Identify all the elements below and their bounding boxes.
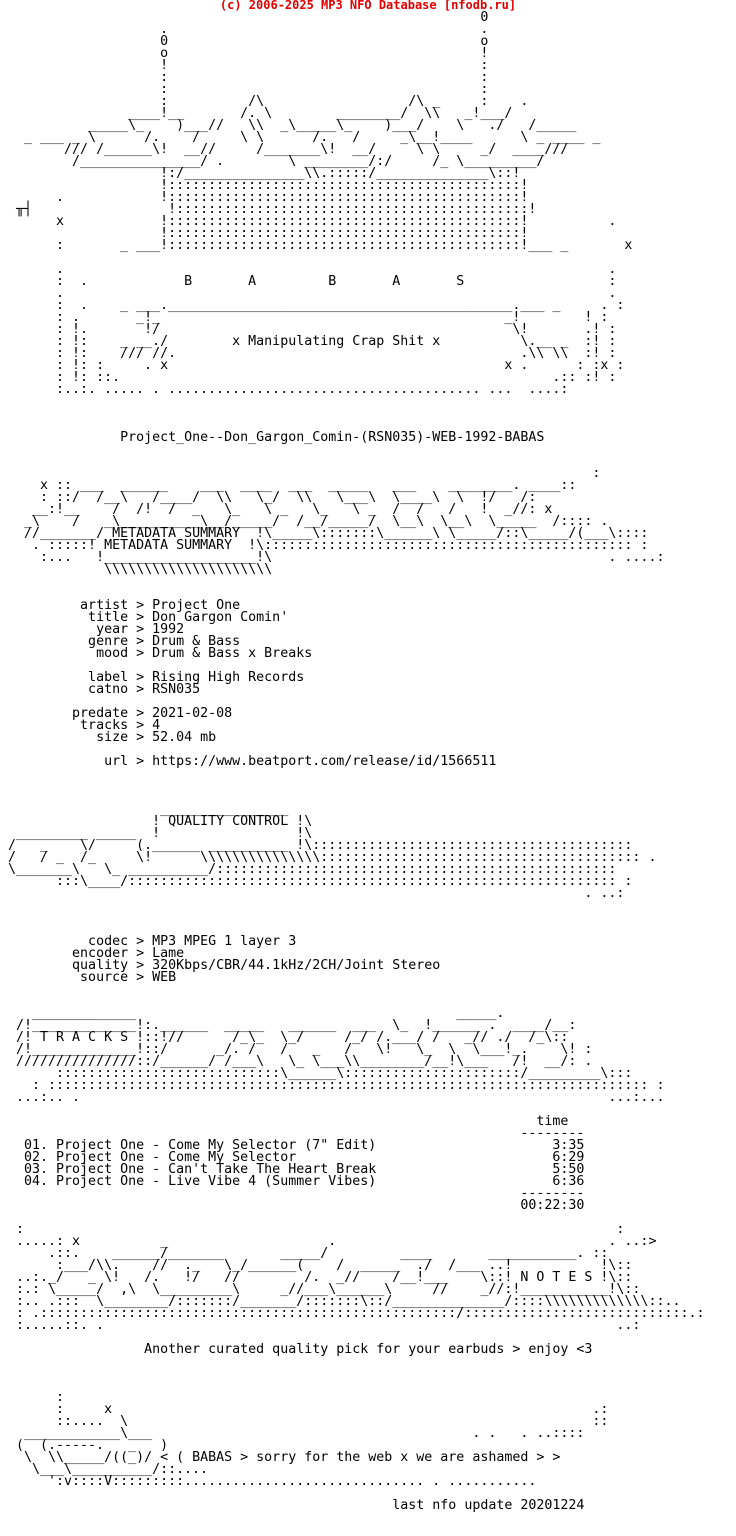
nfo-line xyxy=(0,912,704,924)
nfo-line: size > 52.04 mb xyxy=(0,730,217,745)
nfo-line: _________ _____ ! !\ xyxy=(0,826,313,841)
nfo-line: : . _ ___.___________________________________________.___ _ . : xyxy=(0,298,625,313)
nfo-line: : ::/ /__\ /____/ \\ \_/ \\ \___\ \____\ \ !/ /: xyxy=(0,490,537,505)
nfo-line: 03. Project One - Can't Take The Heart Break 5:50 xyxy=(0,1162,585,1177)
nfo-line: _____\_ )___// \\ _\_____\_ )___/ \ ./ /_____ xyxy=(0,118,577,133)
nfo-line: \___\__________/::.... xyxy=(0,1462,209,1477)
nfo-line: : : xyxy=(0,1222,625,1237)
nfo-line: __:!__ / /! / _ \_ \ _ \_ \ _ / / / ! _//: x xyxy=(0,502,553,517)
nfo-line: \ \\_____/((_)/ < ( BABAS > sorry for the web x we are ashamed > > xyxy=(0,1450,561,1465)
nfo-line: : !: _ __./ x Manipulating Crap Shit x \.__ _ :! : xyxy=(0,334,617,349)
nfo-line: : .::::::::::::::::::::::::::::::::::::::::::::::::::::/::::::::::::::::::::::::::::.: xyxy=(0,1306,705,1321)
nfo-line: 02. Project One - Come My Selector 6:29 xyxy=(0,1150,585,1165)
nfo-line: \_______\ \_ __________/:::::::::::::::::::::::::::::::::::::::::::::::::: xyxy=(0,862,617,877)
nfo-line: !::::::::::::::::::::::::::::::::::::::::::::! xyxy=(0,226,529,241)
nfo-line: x !::::::::::::::::::::::::::::::::::::::::::::! . xyxy=(0,214,617,229)
nfo-line xyxy=(0,768,704,780)
nfo-line: : . B A B A S : xyxy=(0,274,617,289)
nfo-line xyxy=(0,396,704,408)
nfo-line xyxy=(0,576,704,588)
nfo-line: catno > RSN035 xyxy=(0,682,201,697)
nfo-line xyxy=(0,1368,704,1380)
nfo-line: tracks > 4 xyxy=(0,718,161,733)
nfo-line: ____!__ /. \ ________/ \\ _!___/ xyxy=(0,106,513,121)
nfo-line: ! : xyxy=(0,58,489,73)
nfo-line: :___/\\. // ._ \_/______( / _____ ./ /___ ..! !\:: xyxy=(0,1258,633,1273)
nfo-line: / / _ /_ \! \\\\\\\\\\\\\\\:::::::::::::::::::::::::::::::::::::::: . xyxy=(0,850,657,865)
nfo-line: ! QUALITY CONTROL !\ xyxy=(0,814,313,829)
nfo-line: 01. Project One - Come My Selector (7" Edit) 3:35 xyxy=(0,1138,585,1153)
nfo-line: x :: ___ ______ ___ ____ ___ _____ ___ ________. ____:: xyxy=(0,478,577,493)
nfo-line: !:/_______________\\.:::::/______________\::! xyxy=(0,166,521,181)
nfo-line: 0 xyxy=(0,10,489,25)
nfo-line: : !: /// //. .\\ \\ :! : xyxy=(0,346,617,361)
nfo-line: label > Rising High Records xyxy=(0,670,305,685)
nfo-line: : x .: xyxy=(0,1402,609,1417)
nfo-line: artist > Project One xyxy=(0,598,241,613)
nfo-line: !::::::::::::::::::::::::::::::::::::::::::::! xyxy=(0,178,529,193)
nfo-line: encoder > Lame xyxy=(0,946,185,961)
nfo-line: /!_____________!:.______ _____ ______ ___ \_ !______ . ____/__: xyxy=(0,1018,577,1033)
nfo-line: /// /______\! __// /_______\! __/ \ \ _/ ____/// xyxy=(0,142,569,157)
nfo-line: ..:._/ _ \! /. !/ // /. _// /__!___ \::! N O T E S !\:: xyxy=(0,1270,633,1285)
nfo-line: time xyxy=(0,1114,569,1129)
nfo-line: 0 o xyxy=(0,34,489,49)
nfo-line: : !: ::. .:: :! : xyxy=(0,370,617,385)
nfo-line: genre > Drum & Bass xyxy=(0,634,241,649)
nfo-line: :..:. ..... . ....................................... ... ....: xyxy=(0,382,569,397)
copyright-banner: (c) 2006-2025 MP3 NFO Database [nfodb.ru] xyxy=(219,0,517,12)
nfo-line: title > Don Gargon Comin' xyxy=(0,610,289,625)
nfo-line: year > 1992 xyxy=(0,622,185,637)
nfo-line: : . _!_ _! ! : xyxy=(0,310,609,325)
nfo-line: ':v::::V:::::::::.............................. . ........... xyxy=(0,1474,537,1489)
nfo-line: ( (.-----. _ ) xyxy=(0,1438,169,1453)
nfo-line: :.....::. . ..: xyxy=(0,1318,641,1333)
nfo-line: -------- xyxy=(0,1126,585,1141)
nfo-line: _____________ _____. xyxy=(0,1006,505,1021)
nfo-line xyxy=(0,780,704,792)
nfo-line: : : xyxy=(0,82,489,97)
nfo-line: : !: : . x x . : :x : xyxy=(0,358,625,373)
nfo-line: mood > Drum & Bass x Breaks xyxy=(0,646,313,661)
nfo-document xyxy=(0,12,704,1512)
nfo-line: : : xyxy=(0,70,489,85)
nfo-line: -------- xyxy=(0,1186,585,1201)
nfo-line: //_______/ METADATA SUMMARY !\_____\:::::::\______\ \_____/::\_____/(___\:::: xyxy=(0,526,649,541)
nfo-line: predate > 2021-02-08 xyxy=(0,706,233,721)
nfo-line: source > WEB xyxy=(0,970,177,985)
nfo-line: ╥┤ !::::::::::::::::::::::::::::::::::::::::::::! xyxy=(0,202,537,217)
nfo-line: Another curated quality pick for your earbuds > enjoy <3 xyxy=(0,1342,593,1357)
nfo-line: : /\ /\ _ : . xyxy=(0,94,529,109)
nfo-line: ...:.. . ...:... xyxy=(0,1090,665,1105)
nfo-line: ____________\___ . . . ..:::: xyxy=(0,1426,585,1441)
nfo-line: :... !___________________!\ . ....: xyxy=(0,550,665,565)
nfo-line: codec > MP3 MPEG 1 layer 3 xyxy=(0,934,297,949)
nfo-line: : xyxy=(0,466,601,481)
nfo-line: / _ \/ (.______ __________ !\:::::::::::::::::::::::::::::::::::::::: xyxy=(0,838,633,853)
nfo-line: . . xyxy=(0,22,489,37)
nfo-line: 00:22:30 xyxy=(0,1198,585,1213)
nfo-line: /!_____________!::/ _/. / / _ / \! \_ \ \___!_. \! : xyxy=(0,1042,593,1057)
nfo-line: ::::::::::::::::::::::::::::\______\::::::::::::::::::::::/_________\::: xyxy=(0,1066,633,1081)
nfo-line: :.: \_____/ ,\ \_________\ _//___\______\ // _//:!___________!\:: xyxy=(0,1282,641,1297)
nfo-line xyxy=(0,984,704,996)
nfo-line: . ..: xyxy=(0,886,625,901)
nfo-line xyxy=(0,1356,704,1368)
nfo-line: quality > 320Kbps/CBR/44.1kHz/2CH/Joint Stereo xyxy=(0,958,441,973)
nfo-line: ::.... \ :: xyxy=(0,1414,609,1429)
nfo-line: _ ___ _ \ /. / \ \ /. / _\__!____ \ _ ____ _ xyxy=(0,130,601,145)
nfo-line xyxy=(0,1380,704,1392)
nfo-line: url > https://www.beatport.com/release/id/1566511 xyxy=(0,754,497,769)
nfo-line: \\\\\\\\\\\\\\\\\\\\\ xyxy=(0,562,273,577)
nfo-line xyxy=(0,408,704,420)
nfo-line xyxy=(0,444,704,456)
nfo-line: :.. .::: \________/:::::::/_______/:::::::\::/______________/::::\\\\\\\\\\\\\::.. xyxy=(0,1294,681,1309)
nfo-line: : _ ___!::::::::::::::::::::::::::::::::::::::::::::!___ _ x xyxy=(0,238,633,253)
nfo-line: 04. Project One - Live Vibe 4 (Summer Vibes) 6:36 xyxy=(0,1174,585,1189)
nfo-line: /! T R A C K S !::!// /_\_ \_/ /_/ /.___/ / _// ./ /_\:: xyxy=(0,1030,569,1045)
nfo-line: ________________ xyxy=(0,802,289,817)
nfo-line xyxy=(0,900,704,912)
nfo-line: Project_One--Don_Gargon_Comin-(RSN035)-WEB-1992-BABAS xyxy=(0,430,545,445)
nfo-line: ///////////////::/______/ /___\ \_ \___\\________/__!\___ /! __/: . xyxy=(0,1054,593,1069)
nfo-line: /_______________/ . \ ________/:/ /_ \_________/ xyxy=(0,154,545,169)
nfo-line: .....: x _ . . ..:> xyxy=(0,1234,657,1249)
nfo-line: : xyxy=(0,1390,65,1405)
nfo-line: . . xyxy=(0,286,617,301)
nfo-line: :::\____/::::::::::::::::::::::::::::::::::::::::::::::::::::::::::::: : xyxy=(0,874,633,889)
nfo-line: .::. ______/_______ _____/ ____ ___________. :: xyxy=(0,1246,609,1261)
nfo-line: : ::::::::::::::::::::::::::::::::::::::::::::::::::::::::::::::::::::::::::: : xyxy=(0,1078,665,1093)
nfo-line: . :::::! METADATA SUMMARY !\:::::::::::::::::::::::::::::::::::::::::::::: : xyxy=(0,538,649,553)
nfo-line: _\ / _\__________\__/_____/ /__/_____/ \__\ \__\ \_____ /:::: . xyxy=(0,514,609,529)
nfo-line: o ! xyxy=(0,46,489,61)
nfo-line: . !::::::::::::::::::::::::::::::::::::::::::::! xyxy=(0,190,529,205)
nfo-line: . . xyxy=(0,262,617,277)
nfo-line: : !. !/ \! .! : xyxy=(0,322,617,337)
nfo-line: last nfo update 20201224 xyxy=(0,1498,585,1513)
